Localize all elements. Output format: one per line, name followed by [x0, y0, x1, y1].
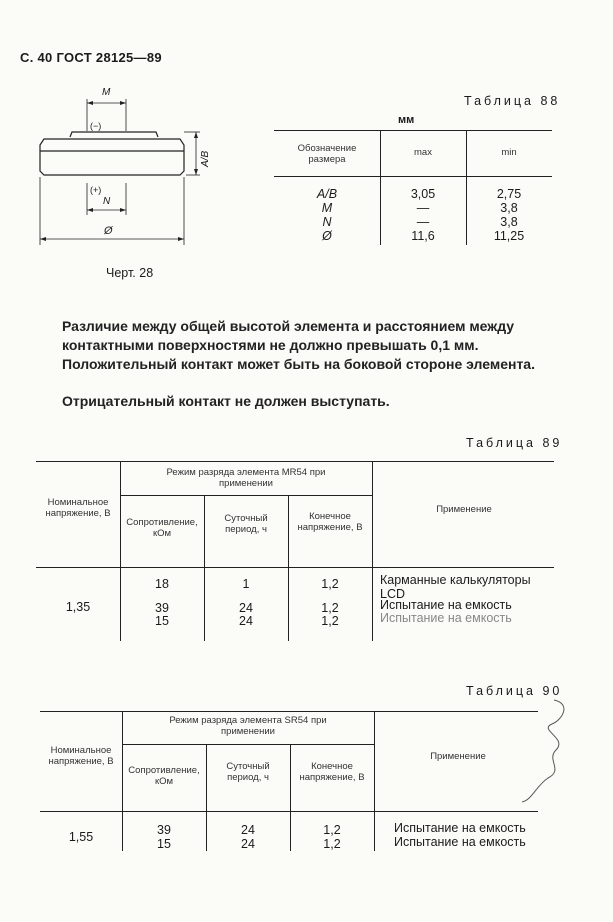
table88-head-rule	[274, 176, 552, 177]
paragraph-3: Отрицательный контакт не должен выступать.	[62, 393, 390, 409]
table89-header-application: Применение	[436, 504, 492, 515]
table90-top-rule	[40, 711, 538, 712]
table-cell: 1,2	[321, 601, 339, 615]
table88-caption: Таблица 88	[464, 94, 561, 108]
table-cell: 15	[155, 614, 169, 628]
table-cell: 1,2	[321, 577, 339, 591]
paragraph-1: Различие между общей высотой элемента и расстоянием между контактными поверхностями не должно превышать 0,1 мм.	[62, 318, 515, 353]
table-cell: 24	[241, 823, 255, 837]
table-cell: 3,8	[500, 215, 518, 229]
table-cell: 24	[241, 837, 255, 851]
table-cell: —	[416, 215, 430, 229]
table-cell: —	[416, 201, 430, 215]
table90-header-resistance: Сопротивление, кОм	[128, 765, 200, 787]
table-cell: 1,2	[321, 614, 339, 628]
table-cell: M	[321, 201, 333, 215]
battery-drawing	[30, 85, 220, 255]
battery-figure	[30, 85, 220, 255]
table89-header-group: Режим разряда элемента MR54 при применении	[166, 467, 326, 489]
table-cell: Испытание на емкость	[394, 821, 526, 835]
table-cell: Ø	[322, 229, 332, 243]
dim-m-label: M	[102, 87, 111, 98]
table89-head-rule	[36, 567, 554, 568]
dim-d-label: Ø	[104, 225, 113, 237]
table89-header-end-voltage: Конечное напряжение, В	[297, 511, 363, 533]
table-cell: 24	[239, 601, 253, 615]
table88-header-min: min	[501, 147, 517, 158]
table-cell: 1,2	[323, 837, 341, 851]
table-cell: 15	[157, 837, 171, 851]
table-cell: Испытание на емкость	[380, 598, 512, 612]
table90-voltage: 1,55	[68, 830, 94, 844]
positive-contact-label: (+)	[90, 185, 102, 195]
table-cell: 3,8	[500, 201, 518, 215]
pen-squiggle-mark	[512, 690, 572, 810]
table-cell: 24	[239, 614, 253, 628]
table89-col-divider-4	[372, 461, 373, 641]
table-cell: 2,75	[496, 187, 522, 201]
table88-header-max: max	[414, 147, 432, 158]
table89-header-voltage: Номинальное напряжение, В	[45, 497, 111, 519]
table89-voltage: 1,35	[65, 600, 91, 614]
table89-header-period: Суточный период, ч	[224, 513, 268, 535]
table90-head-rule	[40, 811, 538, 812]
negative-contact-label: (−)	[90, 121, 102, 131]
table89-caption: Таблица 89	[466, 436, 563, 450]
table88-unit: мм	[398, 114, 415, 126]
table-cell: 11,6	[411, 229, 435, 243]
table90-caption: Таблица 90	[466, 684, 563, 698]
table90-header-voltage: Номинальное напряжение, В	[48, 745, 114, 767]
table90-group-rule	[122, 744, 374, 745]
table88-header-designation: Обозначение размера	[297, 143, 357, 165]
table-cell: A/B	[316, 187, 338, 201]
table-cell: 39	[157, 823, 171, 837]
table-cell: 1	[242, 577, 250, 591]
table89-group-rule	[120, 495, 372, 496]
table-cell: 18	[155, 577, 169, 591]
table88-top-rule	[274, 130, 552, 131]
table89-top-rule	[36, 461, 554, 462]
table-cell: 11,25	[493, 229, 525, 243]
table-cell: Испытание на емкость	[380, 611, 512, 625]
page-header: С. 40 ГОСТ 28125—89	[20, 50, 162, 65]
table-cell: Карманные калькуляторы LCD	[380, 573, 531, 601]
paragraph-2: Положительный контакт может быть на боковой стороне элемента.	[62, 356, 535, 372]
table90-header-group: Режим разряда элемента SR54 при применении	[169, 715, 327, 737]
table-cell: Испытание на емкость	[394, 835, 526, 849]
table90-header-end-voltage: Конечное напряжение, В	[299, 761, 365, 783]
figure-caption: Черт. 28	[106, 266, 154, 280]
table90-header-period: Суточный период, ч	[226, 761, 270, 783]
table-cell: 3,05	[410, 187, 436, 201]
table90-header-application: Применение	[430, 751, 486, 762]
table90-col-divider-4	[374, 711, 375, 851]
table-cell: 1,2	[323, 823, 341, 837]
dim-ab-label: A/B	[200, 150, 211, 167]
table-cell: N	[322, 215, 332, 229]
dim-n-label: N	[103, 196, 111, 207]
table89-header-resistance: Сопротивление, кОм	[126, 517, 198, 539]
table-cell: 39	[155, 601, 169, 615]
